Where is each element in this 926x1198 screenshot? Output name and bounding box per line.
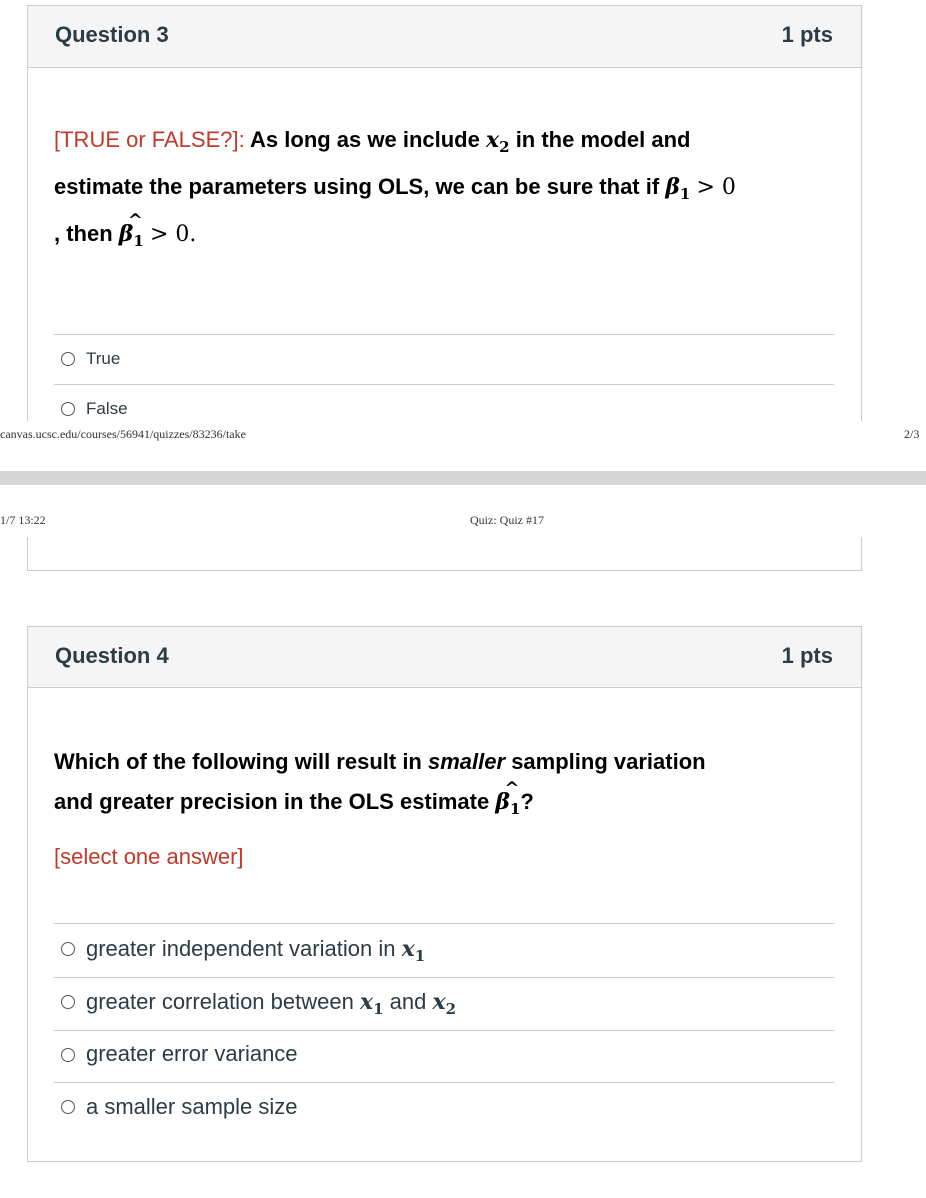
option-3-label[interactable]: greater error variance [86, 1041, 298, 1066]
question-3-text-part2: in the model and [515, 127, 691, 152]
radio-false[interactable] [61, 402, 75, 416]
math-gt-zero: > 0 [696, 175, 736, 200]
math-x: x [486, 127, 500, 153]
math-beta: β [495, 789, 510, 815]
math-x2 [432, 989, 457, 1018]
question-3-title: Question 3 [55, 22, 169, 47]
page-break-gap [0, 471, 926, 485]
radio-option-2[interactable] [61, 995, 75, 1009]
option-2-and: and [389, 989, 427, 1014]
math-beta: β [118, 221, 134, 247]
radio-option-4[interactable] [61, 1100, 75, 1114]
math-sub: 1 [414, 947, 426, 965]
print-header-datetime: 1/7 13:22 [0, 513, 46, 527]
question-3-header [27, 5, 862, 68]
divider [54, 1082, 834, 1083]
radio-option-3[interactable] [61, 1048, 75, 1062]
question-4-text-line2: and greater precision in the OLS estimate [54, 789, 490, 814]
math-x2 [486, 127, 510, 156]
question-4-header [27, 626, 862, 688]
question-3-text-line2: estimate the parameters using OLS, we can be sure that if [54, 174, 660, 199]
print-footer-page: 2/3 [904, 427, 920, 441]
question-4-text-b: sampling variation [511, 749, 706, 774]
math-sub: 2 [499, 138, 510, 156]
math-sub: 1 [509, 800, 521, 818]
math-beta1-hat: ^ $\beta_1$ [495, 778, 521, 818]
math-sub: 1 [679, 185, 691, 203]
math-sub: 1 [373, 1000, 384, 1018]
print-header-title: Quiz: Quiz #17 [470, 513, 544, 527]
math-beta1-hat: ^ $\beta_1$ [118, 210, 144, 250]
math-x1 [401, 936, 426, 965]
question-3-text [54, 120, 854, 261]
question-mark: ? [520, 789, 534, 814]
math-beta: β [665, 174, 680, 200]
divider [54, 977, 834, 978]
question-3-prefix: [TRUE or FALSE?]: [54, 127, 245, 152]
math-beta1 [665, 174, 691, 203]
question-3-text-part1: As long as we include [250, 127, 480, 152]
question-4-text-em: smaller [428, 749, 506, 774]
question-4-points: 1 pts [781, 643, 833, 668]
question-4-text [54, 742, 854, 829]
divider [54, 1030, 834, 1031]
math-x: x [401, 936, 415, 962]
math-gt-zero-end: > 0. [149, 222, 197, 247]
math-x1 [359, 989, 384, 1018]
radio-option-1[interactable] [61, 942, 75, 956]
divider [54, 923, 834, 924]
radio-true[interactable] [61, 352, 75, 366]
math-sub: 2 [445, 1000, 457, 1018]
option-2-label[interactable] [86, 989, 456, 1018]
divider [54, 334, 834, 335]
option-4-label[interactable]: a smaller sample size [86, 1094, 298, 1119]
option-1-label[interactable] [86, 936, 425, 965]
print-footer-url: canvas.ucsc.edu/courses/56941/quizzes/83236/take [0, 427, 246, 441]
option-false-label[interactable]: False [86, 399, 128, 418]
question-4-instruction: [select one answer] [54, 844, 244, 869]
question-4-title: Question 4 [55, 643, 169, 668]
question-3-text-line3: , then [54, 221, 113, 246]
math-x: x [359, 989, 374, 1015]
divider [54, 384, 834, 385]
math-sub: 1 [133, 232, 144, 250]
question-3-card-end [27, 537, 862, 571]
option-true-label[interactable]: True [86, 349, 121, 368]
question-3-points: 1 pts [781, 22, 833, 47]
option-1-text: greater independent variation in [86, 936, 396, 961]
question-4-text-a: Which of the following will result in [54, 749, 422, 774]
math-x: x [432, 989, 446, 1015]
option-2-text: greater correlation between [86, 989, 354, 1014]
